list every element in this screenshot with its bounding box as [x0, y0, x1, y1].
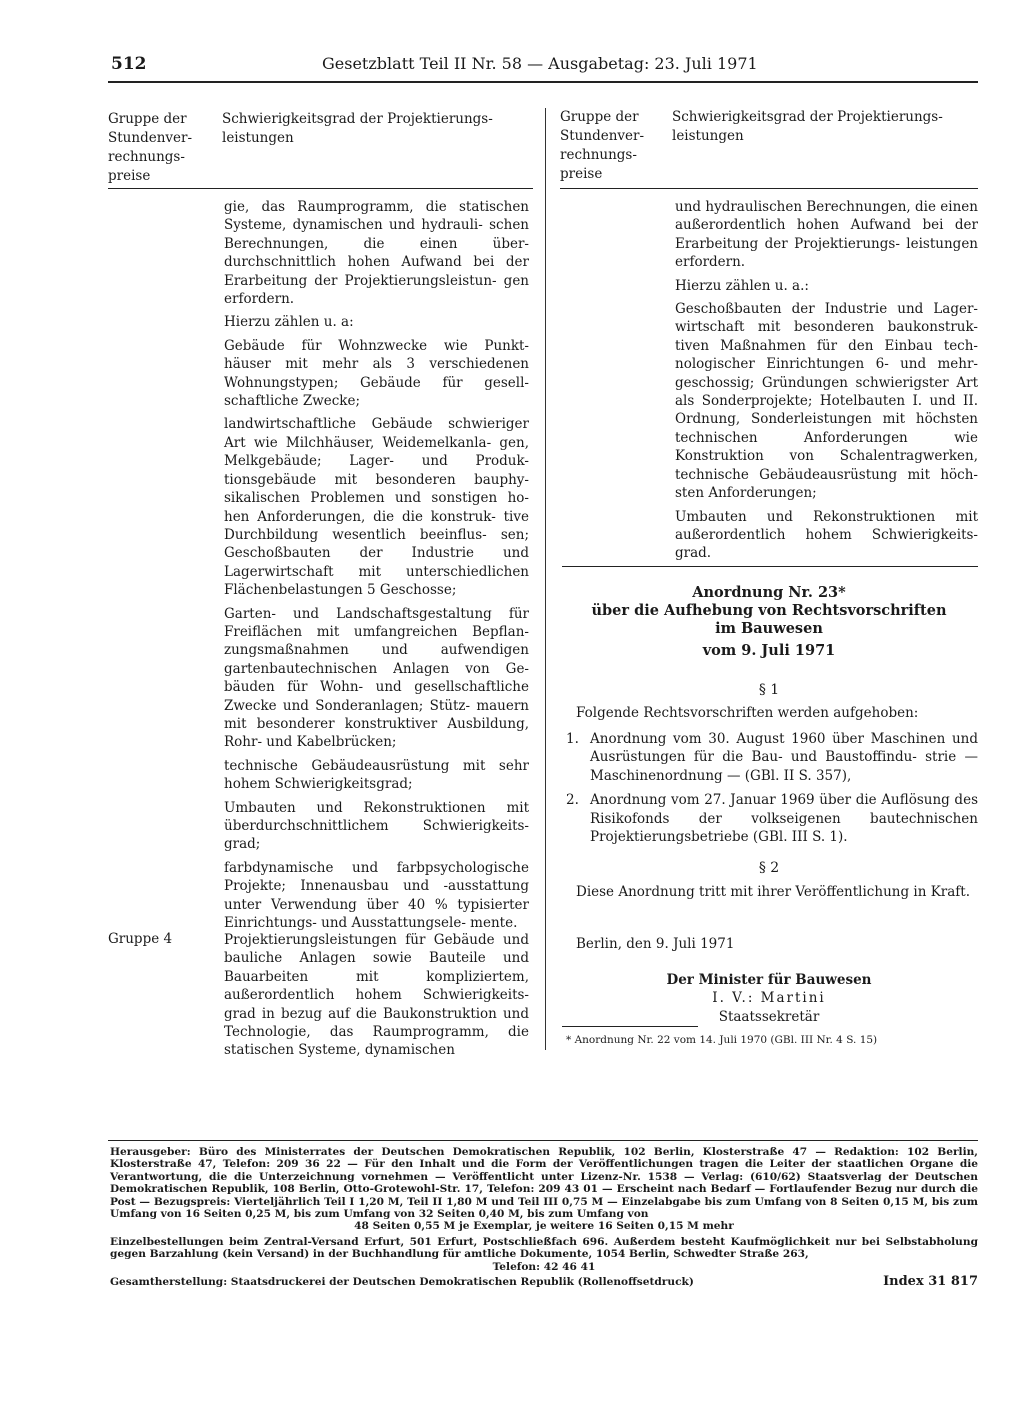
paragraph: Hierzu zählen u. a.:: [675, 277, 809, 294]
impressum-printer-row: [110, 1276, 978, 1288]
table-head-group-label-right: [560, 108, 664, 184]
title-line: Anordnung Nr. 23*: [692, 584, 846, 601]
paragraph: farbdynamische und farbpsychologische Projekte; Innenausbau und -ausstattung unter Verwendung über 40 % typisierter Einrichtungs- und Ausstattungsele- mente.: [224, 859, 529, 932]
label-line: leistungen: [222, 130, 294, 146]
title-line: vom 9. Juli 1971: [702, 642, 836, 659]
header-rule: [108, 81, 978, 83]
index-number: Index 31 817: [883, 1274, 978, 1290]
paragraph: Hierzu zählen u. a:: [224, 314, 354, 331]
repeal-intro: Folgende Rechtsvorschriften werden aufgehoben:: [576, 705, 919, 721]
signature-block: [560, 971, 978, 1026]
label-line: Schwierigkeitsgrad der Projektierungs-: [672, 109, 943, 125]
signatory-rank: Staatssekretär: [718, 1008, 820, 1025]
list-item: [566, 791, 978, 846]
list-item-number: 1.: [566, 731, 579, 747]
table-head-group-label-left: [108, 110, 212, 186]
impressum-rule: [108, 1140, 978, 1141]
signatory: I. V.: Martini: [712, 990, 826, 1007]
impressum-orders: Einzelbestellungen beim Zentral-Versand Erfurt, 501 Erfurt, Postschließfach 696. Außerdem besteht Kaufmöglichkeit nur bei Selbstabholung gegen Barzahlung (kein Versand) in der Buchhandlung für amtliche Dokumente, 1054 Berlin, Schwedter Straße 263,: [110, 1235, 978, 1261]
label-line: rechnungs-: [560, 147, 637, 163]
paragraph: und hydraulischen Berechnungen, die einen außerordentlich hohen Aufwand bei der Erarbeitung der Projektierungs- leistungen erfordern.: [675, 199, 978, 271]
label-line: Stundenver-: [108, 130, 193, 146]
title-line: im Bauwesen: [715, 620, 823, 637]
impressum-price-line: 48 Seiten 0,55 M je Exemplar, je weitere 16 Seiten 0,15 M mehr: [354, 1220, 734, 1233]
right-column-body: [675, 198, 978, 568]
repeal-list: [566, 730, 978, 852]
anordnung-title: [560, 584, 978, 660]
impressum: [110, 1146, 978, 1288]
impressum-phone: Telefon: 42 46 41: [492, 1260, 596, 1273]
label-line: rechnungs-: [108, 149, 185, 165]
left-column-body: [224, 198, 529, 937]
paragraph: Gebäude für Wohnzwecke wie Punkt- häuser mit mehr als 3 verschiedenen Wohnungstypen; Gebäude für gesell- schaftliche Zwecke;: [224, 337, 529, 410]
table-head-rule-right: [560, 188, 978, 189]
list-item: [566, 730, 978, 785]
section-2-heading: § 2: [758, 860, 780, 876]
title-line: über die Aufhebung von Rechtsvorschriften: [591, 602, 947, 619]
paragraph: Geschoßbauten der Industrie und Lager- wirtschaft mit besonderen baukonstruk- tiven Maßnahmen für den Einbau tech- nologischer Einrichtungen 6- und mehr- geschossig; Gründungen schwierigster Art als Sonderprojekte; Hotelbauten I. und II. Ordnung, Sonderleistungen mit höchsten technischen Anforderungen wie Konstruktion von Schalentragwerken, technische Gebäudeausrüstung mit höch- sten Anforderungen;: [675, 301, 978, 502]
footnote-rule: [562, 1026, 698, 1027]
column-divider: [545, 108, 546, 1050]
table-head-difficulty-right: [672, 108, 978, 146]
page-number: 512: [111, 54, 147, 74]
paragraph: Garten- und Landschaftsgestaltung für Freiflächen mit umfangreichen Bepflan- zungsmaßnahmen und aufwendigen gartenbautechnischen Anlagen von Ge- bäuden für Wohn- und gesellschaftliche Zwecke und Sonderanlagen; Stütz- mauern mit besonderer konstruktiver Ausbildung, Rohr- und Kabelbrücken;: [224, 605, 529, 751]
place-date: Berlin, den 9. Juli 1971: [576, 936, 735, 952]
label-line: leistungen: [672, 128, 744, 144]
gruppe-4-text: [224, 931, 529, 1065]
list-item-text: Anordnung vom 27. Januar 1969 über die Auflösung des Risikofonds der volkseigenen bautechnischen Projektierungsbetriebe (GBl. III S. 1).: [590, 792, 978, 846]
list-item-number: 2.: [566, 792, 579, 809]
section-separator: [562, 566, 978, 567]
entry-into-force-text: Diese Anordnung tritt mit ihrer Veröffentlichung in Kraft.: [576, 884, 970, 900]
label-line: Gruppe der: [108, 111, 187, 127]
table-head-rule-left: [108, 188, 533, 189]
section-1-heading: § 1: [758, 682, 780, 698]
impressum-printer: Gesamtherstellung: Staatsdruckerei der Deutschen Demokratischen Republik (Rollenoffsetdruck): [110, 1276, 694, 1289]
label-line: Gruppe der: [560, 109, 639, 125]
list-item-text: Anordnung vom 30. August 1960 über Maschinen und Ausrüstungen für die Bau- und Baustoffindu- strie — Maschinenordnung — (GBl. II S. 357),: [590, 731, 978, 784]
label-line: preise: [560, 166, 603, 182]
paragraph: technische Gebäudeausrüstung mit sehr hohem Schwierigkeitsgrad;: [224, 757, 529, 793]
table-head-difficulty-left: [222, 110, 532, 148]
footnote: * Anordnung Nr. 22 vom 14. Juli 1970 (GBl. III Nr. 4 S. 15): [566, 1034, 878, 1046]
impressum-publisher: Herausgeber: Büro des Ministerrates der Deutschen Demokratischen Republik, 102 Berlin, Klosterstraße 47 — Redaktion: 102 Berlin, Klosterstraße 47, Telefon: 209 36 22 — Für den Inhalt und die Form der Veröffentlichungen tragen die Leiter der staatlichen Organe die Verantwortung, die die Unterzeichnung vornehmen — Veröffentlicht unter Lizenz-Nr. 1538 — Verlag: (610/62) Staatsverlag der Deutschen Demokratischen Republik, 108 Berlin, Otto-Grotewohl-Str. 17, Telefon: 209 43 01 — Erscheint nach Bedarf — Fortlaufender Bezug nur durch die Post — Bezugspreis: Vierteljährlich Teil I 1,20 M, Teil II 1,80 M und Teil III 0,75 M — Einzelabgabe bis zum Umfang von 8 Seiten 0,15 M, bis zum Umfang von 16 Seiten 0,25 M, bis zum Umfang von 32 Seiten 0,40 M, bis zum Umfang von: [110, 1146, 978, 1221]
gruppe-4-label: Gruppe 4: [108, 931, 173, 947]
label-line: preise: [108, 168, 151, 184]
gazette-header-title: Gesetzblatt Teil II Nr. 58 — Ausgabetag: 23. Juli 1971: [322, 54, 758, 73]
paragraph: Projektierungsleistungen für Gebäude und bauliche Anlagen sowie Bauteile und Bauarbeiten mit kompliziertem, außerordentlich hohem Schwierigkeits- grad in bezug auf die Baukonstruktion und Technologie, das Raumprogramm, die statischen Systeme, dynamischen: [224, 932, 529, 1059]
label-line: Schwierigkeitsgrad der Projektierungs-: [222, 111, 493, 127]
label-line: Stundenver-: [560, 128, 645, 144]
paragraph: gie, das Raumprogramm, die statischen Systeme, dynamischen und hydrauli- schen Berechnungen, die einen über- durchschnittlich hohen Aufwand bei der Erarbeitung der Projektierungsleistun- gen erfordern.: [224, 199, 529, 308]
minister-title: Der Minister für Bauwesen: [666, 972, 872, 988]
paragraph: landwirtschaftliche Gebäude schwieriger Art wie Milchhäuser, Weidemelkanla- gen, Melkgebäude; Lager- und Produk- tionsgebäude mit besonderen bauphy- sikalischen Problemen und sonstigen ho- hen Anforderungen, die die konstruk- tive Durchbildung wesentlich beeinflus- sen; Geschoßbauten der Industrie und Lagerwirtschaft mit unterschiedlichen Flächenbelastungen 5 Geschosse;: [224, 416, 529, 599]
paragraph: Umbauten und Rekonstruktionen mit überdurchschnittlichem Schwierigkeits- grad;: [224, 799, 529, 853]
paragraph: Umbauten und Rekonstruktionen mit außerordentlich hohem Schwierigkeits- grad.: [675, 508, 978, 562]
